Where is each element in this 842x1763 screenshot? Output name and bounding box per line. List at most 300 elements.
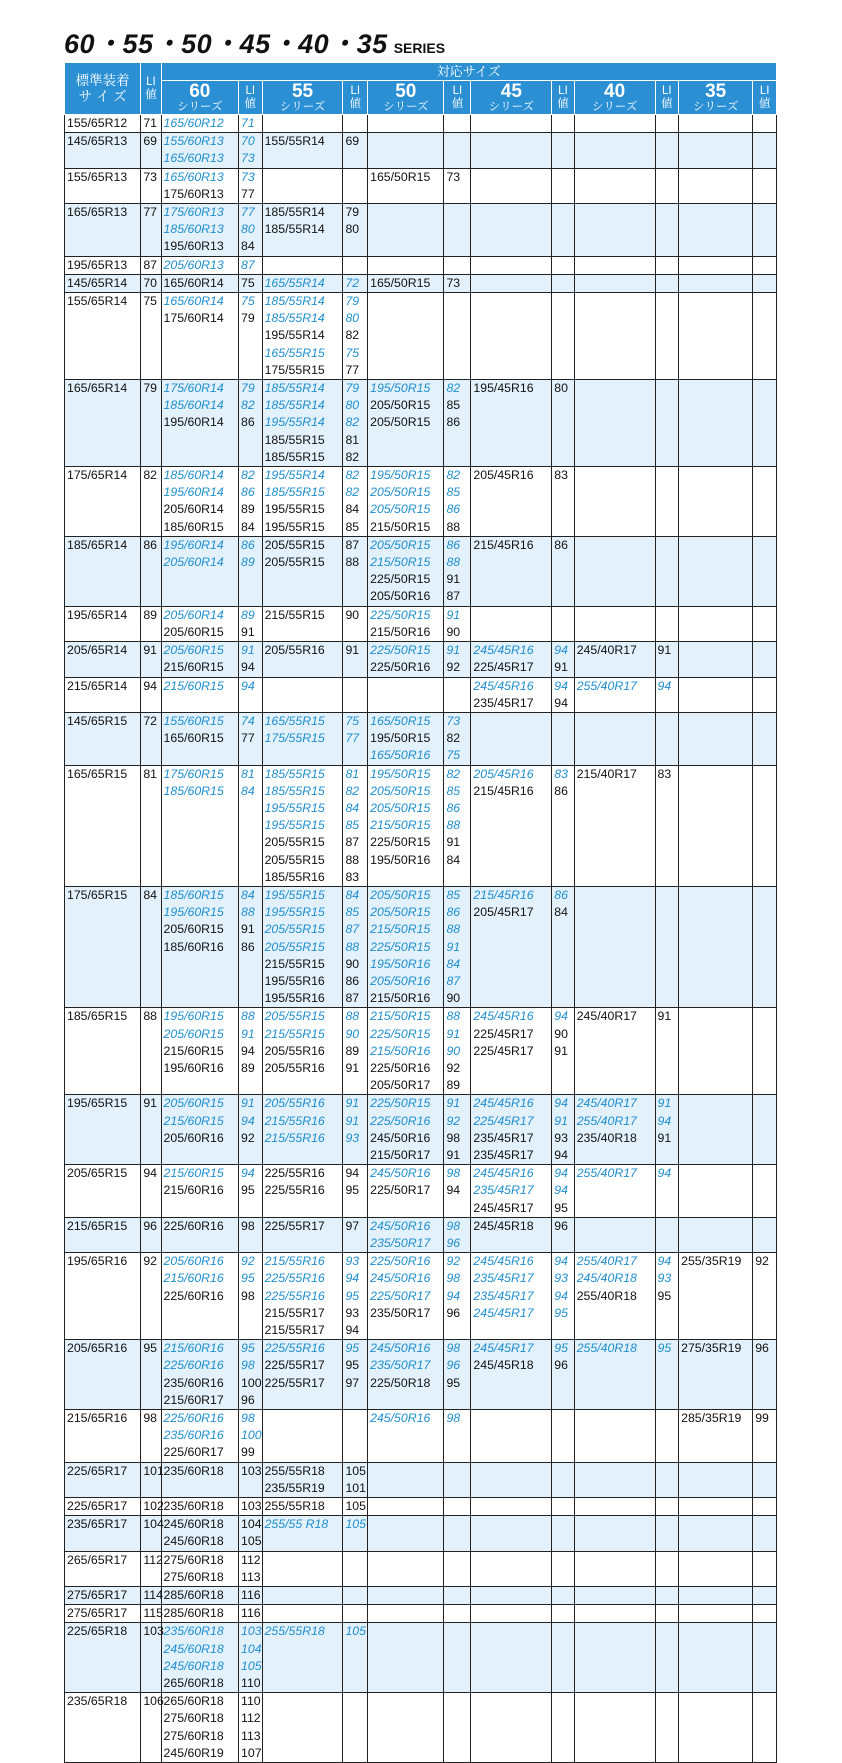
size-cell <box>262 204 343 257</box>
li-value: 94 <box>241 660 255 675</box>
li-value: 94 <box>446 1288 461 1303</box>
size-cell <box>471 133 552 168</box>
li-cell <box>655 204 679 257</box>
li-value: 86 <box>554 783 568 798</box>
li-value: 88 <box>446 922 461 937</box>
std-size-cell: 205/65R15 <box>65 1165 141 1218</box>
size-value: 165/60R13 <box>163 169 224 184</box>
size-value: 195/50R16 <box>370 852 431 867</box>
li-cell <box>552 274 574 292</box>
size-value: 165/60R14 <box>163 275 224 290</box>
size-cell <box>679 606 753 641</box>
li-cell <box>239 536 263 606</box>
std-li-cell: 103 <box>141 1623 161 1693</box>
table-row <box>65 1693 777 1763</box>
size-cell <box>262 712 343 765</box>
li-value: 94 <box>554 1009 568 1024</box>
table-row <box>65 606 777 641</box>
li-value: 82 <box>241 468 255 483</box>
size-cell <box>368 1587 444 1605</box>
std-size-cell: 185/65R14 <box>65 536 141 606</box>
size-cell <box>262 293 343 380</box>
size-value: 185/55R14 <box>264 381 325 396</box>
li-value: 92 <box>446 1254 461 1269</box>
size-value: 215/60R15 <box>163 1166 224 1181</box>
li-value: 88 <box>446 818 461 833</box>
size-cell <box>262 1165 343 1218</box>
li-value: 88 <box>345 939 360 954</box>
li-cell <box>239 1253 263 1340</box>
size-cell <box>368 712 444 765</box>
size-value: 195/55R15 <box>264 887 325 902</box>
li-value: 81 <box>345 432 360 447</box>
li-value: 95 <box>345 1341 360 1356</box>
size-cell <box>471 115 552 133</box>
li-value: 82 <box>345 449 360 464</box>
std-size-cell: 165/65R15 <box>65 765 141 886</box>
std-li-cell: 91 <box>141 642 161 677</box>
li-cell <box>552 1340 574 1410</box>
size-cell <box>574 677 655 712</box>
size-value: 245/45R17 <box>473 1305 534 1320</box>
std-li-cell: 79 <box>141 380 161 467</box>
size-value: 175/60R15 <box>163 766 224 781</box>
table-row <box>65 274 777 292</box>
size-cell <box>262 1340 343 1410</box>
li-value: 100 <box>241 1375 262 1390</box>
li-cell <box>655 765 679 886</box>
li-cell <box>444 712 471 765</box>
size-value: 235/45R17 <box>473 1288 534 1303</box>
size-cell <box>368 1008 444 1095</box>
li-value: 91 <box>446 939 461 954</box>
li-value: 101 <box>345 1480 366 1495</box>
li-value: 80 <box>345 311 360 326</box>
size-cell <box>471 536 552 606</box>
size-cell <box>574 467 655 537</box>
li-cell <box>343 467 368 537</box>
li-value: 73 <box>446 275 461 290</box>
li-cell <box>343 1462 368 1497</box>
size-cell <box>471 1165 552 1218</box>
size-value: 245/50R16 <box>370 1130 431 1145</box>
li-cell <box>343 1516 368 1551</box>
size-value: 225/60R16 <box>163 1288 224 1303</box>
li-value: 84 <box>241 519 255 534</box>
size-value: 245/45R18 <box>473 1218 534 1233</box>
li-value: 94 <box>345 1166 360 1181</box>
li-value: 92 <box>446 660 461 675</box>
li-value: 91 <box>446 1026 461 1041</box>
li-value: 91 <box>657 1009 672 1024</box>
li-cell <box>753 677 777 712</box>
size-cell <box>368 1551 444 1586</box>
li-value: 99 <box>241 1445 255 1460</box>
li-value: 89 <box>241 607 255 622</box>
size-cell <box>574 1462 655 1497</box>
size-value: 225/55R16 <box>264 1166 325 1181</box>
std-li-cell: 69 <box>141 133 161 168</box>
size-cell <box>368 168 444 203</box>
size-cell <box>161 1605 238 1623</box>
li-cell <box>444 274 471 292</box>
std-li-cell: 77 <box>141 204 161 257</box>
size-value: 175/55R15 <box>264 731 325 746</box>
li-cell <box>444 886 471 1007</box>
li-cell <box>343 1217 368 1252</box>
std-size-cell: 175/65R14 <box>65 467 141 537</box>
size-cell <box>679 1551 753 1586</box>
size-value: 235/45R17 <box>473 1130 534 1145</box>
li-value: 97 <box>345 1218 360 1233</box>
size-value: 225/50R15 <box>370 939 431 954</box>
size-value: 245/40R17 <box>576 643 637 658</box>
li-value: 85 <box>446 887 461 902</box>
size-cell <box>368 1462 444 1497</box>
li-value: 93 <box>345 1254 360 1269</box>
size-cell <box>368 886 444 1007</box>
li-value: 88 <box>345 1009 360 1024</box>
size-value: 225/45R17 <box>473 660 534 675</box>
size-value: 235/45R17 <box>473 1271 534 1286</box>
size-value: 215/45R16 <box>473 887 534 902</box>
li-value: 86 <box>241 939 255 954</box>
li-cell <box>444 765 471 886</box>
size-value: 195/60R15 <box>163 905 224 920</box>
series-50-header: 50 シリーズ <box>368 81 444 115</box>
table-row <box>65 677 777 712</box>
li-value: 94 <box>345 1323 360 1338</box>
li-cell <box>655 1095 679 1165</box>
li-value: 98 <box>241 1358 255 1373</box>
li-cell <box>753 1008 777 1095</box>
li-cell <box>753 536 777 606</box>
size-value: 205/50R15 <box>370 415 431 430</box>
std-size-cell: 155/65R14 <box>65 293 141 380</box>
size-cell <box>574 380 655 467</box>
table-row <box>65 1605 777 1623</box>
std-li-cell: 71 <box>141 115 161 133</box>
size-value: 245/45R16 <box>473 1009 534 1024</box>
size-cell <box>574 1623 655 1693</box>
li-cell <box>444 1462 471 1497</box>
li-value: 96 <box>446 1236 461 1250</box>
li-value: 91 <box>241 922 255 937</box>
size-value: 185/60R15 <box>163 887 224 902</box>
li-cell <box>753 1217 777 1252</box>
size-cell <box>161 606 238 641</box>
series-50-li-header: LI 値 <box>444 81 471 115</box>
size-cell <box>368 274 444 292</box>
li-cell <box>239 133 263 168</box>
size-cell <box>262 606 343 641</box>
size-cell <box>574 1498 655 1516</box>
li-cell <box>444 606 471 641</box>
size-cell <box>679 886 753 1007</box>
li-value: 75 <box>446 748 461 763</box>
li-cell <box>655 1217 679 1252</box>
size-cell <box>574 115 655 133</box>
li-cell <box>444 115 471 133</box>
size-cell <box>679 380 753 467</box>
size-cell <box>368 293 444 380</box>
li-value: 80 <box>554 381 568 396</box>
li-cell <box>343 536 368 606</box>
std-li-cell: 115 <box>141 1605 161 1623</box>
size-value: 195/55R16 <box>264 973 325 988</box>
size-value: 275/60R18 <box>163 1569 224 1584</box>
table-row <box>65 1587 777 1605</box>
size-value: 255/40R18 <box>576 1288 637 1303</box>
li-cell <box>552 168 574 203</box>
li-value: 79 <box>241 311 255 326</box>
li-value: 85 <box>345 818 360 833</box>
li-cell <box>552 293 574 380</box>
size-value: 215/55R16 <box>264 1113 325 1128</box>
size-cell <box>471 293 552 380</box>
li-value: 93 <box>345 1305 360 1320</box>
li-value: 75 <box>241 275 255 290</box>
li-cell <box>239 1498 263 1516</box>
size-cell <box>368 1623 444 1693</box>
size-value: 185/60R15 <box>163 519 224 534</box>
li-value: 87 <box>241 257 255 272</box>
size-value: 245/50R16 <box>370 1271 431 1286</box>
li-cell <box>753 1551 777 1586</box>
size-value: 215/50R16 <box>370 991 431 1006</box>
std-size-header: 標準装着 サ イ ズ <box>65 63 141 115</box>
size-value: 185/55R14 <box>264 398 325 413</box>
size-cell <box>262 467 343 537</box>
li-value: 98 <box>446 1166 461 1181</box>
li-cell <box>239 886 263 1007</box>
li-cell <box>552 1605 574 1623</box>
li-cell <box>343 677 368 712</box>
size-cell <box>161 1095 238 1165</box>
size-cell <box>161 1693 238 1763</box>
li-cell <box>239 115 263 133</box>
li-cell <box>239 677 263 712</box>
size-cell <box>471 204 552 257</box>
li-value: 94 <box>446 1183 461 1198</box>
li-value: 95 <box>241 1341 255 1356</box>
li-value: 98 <box>241 1411 255 1426</box>
li-value: 95 <box>554 1200 568 1215</box>
size-cell <box>161 1253 238 1340</box>
li-value: 85 <box>446 398 461 413</box>
size-cell <box>161 1410 238 1463</box>
li-cell <box>444 1253 471 1340</box>
size-value: 245/50R16 <box>370 1341 431 1356</box>
size-value: 215/55R16 <box>264 1130 325 1145</box>
li-cell <box>753 1623 777 1693</box>
std-size-cell: 165/65R13 <box>65 204 141 257</box>
li-cell <box>753 115 777 133</box>
size-cell <box>262 380 343 467</box>
size-value: 185/60R15 <box>163 783 224 798</box>
table-row <box>65 1516 777 1551</box>
std-li-cell: 75 <box>141 293 161 380</box>
size-cell <box>574 536 655 606</box>
size-value: 255/40R18 <box>576 1341 637 1356</box>
size-value: 205/60R16 <box>163 1254 224 1269</box>
size-cell <box>368 536 444 606</box>
size-value: 275/60R18 <box>163 1728 224 1743</box>
li-value: 103 <box>241 1624 262 1639</box>
li-value: 94 <box>554 1166 568 1181</box>
li-value: 81 <box>241 766 255 781</box>
li-cell <box>343 380 368 467</box>
size-value: 225/55R16 <box>264 1341 325 1356</box>
li-value: 77 <box>345 731 360 746</box>
li-value: 90 <box>345 607 360 622</box>
size-value: 225/50R15 <box>370 572 431 587</box>
li-cell <box>343 168 368 203</box>
size-cell <box>471 1462 552 1497</box>
li-cell <box>343 1008 368 1095</box>
li-cell <box>343 1605 368 1623</box>
size-value: 225/55R16 <box>264 1288 325 1303</box>
size-value: 225/50R15 <box>370 1096 431 1111</box>
li-value: 73 <box>241 151 255 166</box>
size-value: 175/60R14 <box>163 381 224 396</box>
size-value: 185/60R16 <box>163 939 224 954</box>
size-cell <box>262 1693 343 1763</box>
size-cell <box>471 1587 552 1605</box>
size-value: 205/60R15 <box>163 1026 224 1041</box>
size-cell <box>574 1253 655 1340</box>
li-value: 98 <box>446 1411 461 1426</box>
table-row <box>65 1165 777 1218</box>
size-value: 225/50R16 <box>370 1113 431 1128</box>
size-cell <box>161 204 238 257</box>
li-value: 91 <box>657 1130 672 1145</box>
size-value: 205/55R16 <box>264 643 325 658</box>
li-cell <box>552 677 574 712</box>
li-value: 87 <box>345 991 360 1006</box>
li-value: 93 <box>554 1130 568 1145</box>
li-value: 82 <box>345 415 360 430</box>
size-cell <box>679 677 753 712</box>
size-cell <box>161 1462 238 1497</box>
li-value: 87 <box>345 922 360 937</box>
size-cell <box>161 1516 238 1551</box>
size-value: 205/50R15 <box>370 783 431 798</box>
size-value: 195/50R15 <box>370 381 431 396</box>
li-cell <box>753 168 777 203</box>
size-value: 245/40R18 <box>576 1271 637 1286</box>
size-cell <box>574 606 655 641</box>
li-cell <box>239 204 263 257</box>
li-value: 113 <box>241 1569 261 1584</box>
size-cell <box>679 1340 753 1410</box>
size-cell <box>679 642 753 677</box>
li-cell <box>239 1165 263 1218</box>
size-value: 225/50R16 <box>370 1254 431 1269</box>
size-cell <box>679 256 753 274</box>
li-cell <box>343 274 368 292</box>
size-cell <box>262 1095 343 1165</box>
size-cell <box>161 467 238 537</box>
li-value: 85 <box>446 485 461 500</box>
li-cell <box>239 1410 263 1463</box>
table-row <box>65 1462 777 1497</box>
size-value: 195/55R16 <box>264 991 325 1006</box>
size-value: 215/50R15 <box>370 1009 431 1024</box>
size-cell <box>161 642 238 677</box>
std-li-cell: 106 <box>141 1693 161 1763</box>
li-value: 88 <box>241 1009 255 1024</box>
size-value: 195/50R15 <box>370 468 431 483</box>
size-value: 205/60R15 <box>163 922 224 937</box>
size-cell <box>368 380 444 467</box>
size-value: 245/60R18 <box>163 1534 224 1549</box>
li-cell <box>239 256 263 274</box>
li-value: 72 <box>345 275 360 290</box>
size-value: 175/55R15 <box>264 362 325 377</box>
li-value: 94 <box>554 1183 568 1198</box>
size-cell <box>574 1410 655 1463</box>
size-value: 215/60R15 <box>163 660 224 675</box>
size-value: 205/55R16 <box>264 1096 325 1111</box>
li-cell <box>444 1623 471 1693</box>
li-value: 73 <box>241 169 255 184</box>
li-cell <box>239 1217 263 1252</box>
size-value: 205/60R14 <box>163 502 224 517</box>
size-value: 245/45R16 <box>473 1254 534 1269</box>
li-cell <box>343 1623 368 1693</box>
table-row <box>65 1217 777 1252</box>
size-value: 235/60R16 <box>163 1428 224 1443</box>
size-value: 185/55R15 <box>264 766 325 781</box>
size-cell <box>262 677 343 712</box>
li-value: 91 <box>446 835 461 850</box>
li-value: 91 <box>241 1026 255 1041</box>
size-value: 245/45R16 <box>473 1166 534 1181</box>
li-value: 105 <box>345 1624 366 1639</box>
size-value: 205/50R15 <box>370 800 431 815</box>
li-cell <box>239 1516 263 1551</box>
size-value: 205/60R14 <box>163 555 224 570</box>
size-cell <box>574 293 655 380</box>
size-value: 215/55R17 <box>264 1323 325 1338</box>
li-value: 80 <box>241 222 255 237</box>
std-li-cell: 87 <box>141 256 161 274</box>
series-60-li-header: LI 値 <box>239 81 263 115</box>
li-value: 85 <box>345 519 360 534</box>
size-cell <box>368 1410 444 1463</box>
size-value: 215/60R17 <box>163 1392 224 1407</box>
size-value: 165/60R13 <box>163 151 224 166</box>
li-cell <box>239 274 263 292</box>
table-row <box>65 886 777 1007</box>
size-value: 185/55R15 <box>264 485 325 500</box>
size-cell <box>262 1253 343 1340</box>
size-value: 255/40R17 <box>576 1113 637 1128</box>
size-value: 175/60R14 <box>163 311 224 326</box>
size-value: 165/60R14 <box>163 294 224 309</box>
li-cell <box>444 1498 471 1516</box>
size-value: 235/55R19 <box>264 1480 325 1495</box>
table-row <box>65 765 777 886</box>
size-cell <box>679 467 753 537</box>
size-value: 205/60R13 <box>163 257 224 272</box>
std-li-cell: 91 <box>141 1095 161 1165</box>
size-value: 225/55R16 <box>264 1271 325 1286</box>
size-cell <box>161 1008 238 1095</box>
li-cell <box>655 677 679 712</box>
li-header: LI 値 <box>141 63 161 115</box>
